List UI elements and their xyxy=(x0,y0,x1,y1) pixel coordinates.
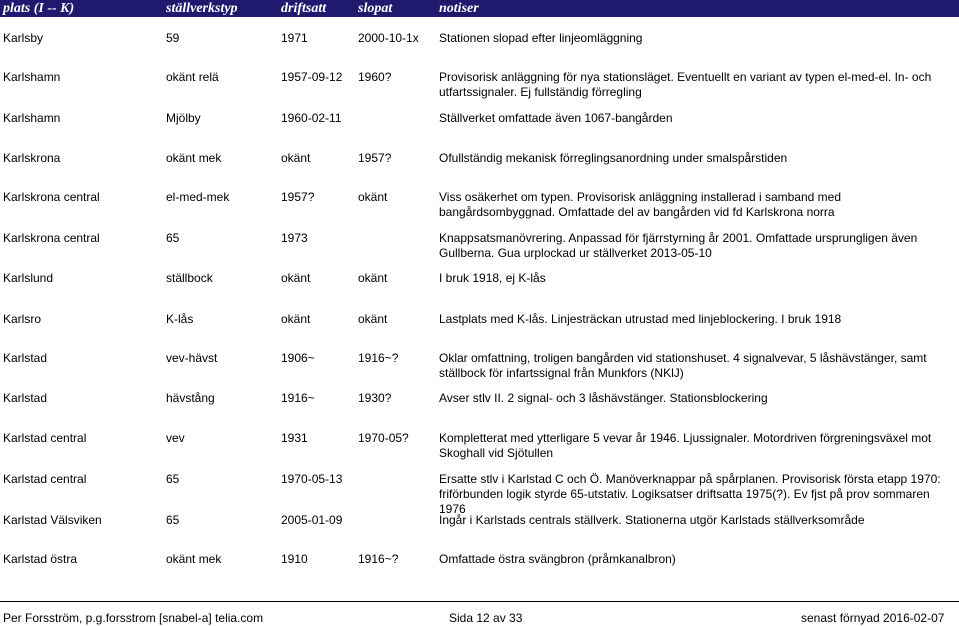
footer-updated-date: senast förnyad 2016-02-07 xyxy=(801,611,945,625)
header-driftsatt: driftsatt xyxy=(281,1,327,16)
interlocking-type-cell: K-lås xyxy=(166,312,194,326)
place-cell: Karlstad östra xyxy=(3,552,78,566)
commissioned-cell: 1973 xyxy=(281,231,308,245)
table-header xyxy=(0,0,959,17)
commissioned-cell: 1957-09-12 xyxy=(281,70,343,84)
decommissioned-cell: okänt xyxy=(358,271,388,285)
interlocking-type-cell: 59 xyxy=(166,31,180,45)
interlocking-type-cell: 65 xyxy=(166,513,180,527)
notes-cell: Viss osäkerhet om typen. Provisorisk anläggning installerad i samband med bangårdsombyggnad. Omfattade del av bangården vid fd Karlskrona norra xyxy=(439,190,841,219)
interlocking-type-cell: okänt relä xyxy=(166,70,219,84)
decommissioned-cell: okänt xyxy=(358,190,388,204)
interlocking-type-cell: 65 xyxy=(166,231,180,245)
place-cell: Karlstad xyxy=(3,351,48,365)
notes-cell: Omfattade östra svängbron (pråmkanalbron) xyxy=(439,552,676,566)
notes-cell: Ingår i Karlstads centrals ställverk. Stationerna utgör Karlstads ställverksområde xyxy=(439,513,865,527)
header-notiser: notiser xyxy=(439,1,479,16)
place-cell: Karlstad central xyxy=(3,431,87,445)
commissioned-cell: 1916~ xyxy=(281,391,315,405)
notes-cell: Avser stlv II. 2 signal- och 3 låshävstänger. Stationsblockering xyxy=(439,391,768,405)
decommissioned-cell: okänt xyxy=(358,312,388,326)
notes-cell: Oklar omfattning, troligen bangården vid stationshuset. 4 signalvevar, 5 låshävstänger, samt ställbock för infartssignal från Munkfors (NKlJ) xyxy=(439,351,927,380)
place-cell: Karlskrona central xyxy=(3,231,100,245)
interlocking-type-cell: vev-hävst xyxy=(166,351,218,365)
decommissioned-cell: 1960? xyxy=(358,70,392,84)
footer-author: Per Forsström, p.g.forsstrom [snabel-a] telia.com xyxy=(3,611,264,625)
place-cell: Karlstad central xyxy=(3,472,87,486)
footer-page-number: Sida 12 av 33 xyxy=(449,611,523,625)
interlocking-type-cell: ställbock xyxy=(166,271,213,285)
decommissioned-cell: 1957? xyxy=(358,151,392,165)
place-cell: Karlsby xyxy=(3,31,44,45)
notes-cell: I bruk 1918, ej K-lås xyxy=(439,271,546,285)
notes-cell: Stationen slopad efter linjeomläggning xyxy=(439,31,643,45)
place-cell: Karlstad xyxy=(3,391,48,405)
place-cell: Karlshamn xyxy=(3,70,61,84)
notes-cell: Ersatte stlv i Karlstad C och Ö. Manöverknappar på spårplanen. Provisorisk första etapp 1970: friförbunden logik styrde 65-utstativ. Logiksatser driftsatta 1975(?). Ev fjst på prov sommaren 1976 xyxy=(439,472,941,516)
decommissioned-cell: 1916~? xyxy=(358,351,399,365)
commissioned-cell: okänt xyxy=(281,312,311,326)
place-cell: Karlshamn xyxy=(3,111,61,125)
commissioned-cell: 1910 xyxy=(281,552,308,566)
commissioned-cell: okänt xyxy=(281,271,311,285)
notes-cell: Kompletterat med ytterligare 5 vevar år 1946. Ljussignaler. Motordriven förgreningsväxel mot Skoghall vid Sjötullen xyxy=(439,431,932,460)
decommissioned-cell: 2000-10-1x xyxy=(358,31,419,45)
notes-cell: Knappsatsmanövrering. Anpassad för fjärrstyrning år 2001. Omfattade ursprungligen även Gullberna. Gua urplockad ur ställverket 2013-05-10 xyxy=(439,231,918,260)
notes-cell: Ställverket omfattade även 1067-bangården xyxy=(439,111,673,125)
place-cell: Karlstad Välsviken xyxy=(3,513,102,527)
header-slopat: slopat xyxy=(358,1,393,16)
notes-cell: Provisorisk anläggning för nya stationsläget. Eventuellt en variant av typen el-med-el. In- och utfartssignaler. Ej fullständig förregling xyxy=(439,70,932,99)
footer-divider xyxy=(0,601,959,602)
header-plats: plats (I -- K) xyxy=(3,1,75,16)
header-stallverkstyp: ställverkstyp xyxy=(166,1,238,16)
commissioned-cell: 1971 xyxy=(281,31,308,45)
place-cell: Karlslund xyxy=(3,271,54,285)
commissioned-cell: okänt xyxy=(281,151,311,165)
commissioned-cell: 2005-01-09 xyxy=(281,513,343,527)
decommissioned-cell: 1916~? xyxy=(358,552,399,566)
interlocking-type-cell: hävstång xyxy=(166,391,215,405)
interlocking-type-cell: okänt mek xyxy=(166,552,222,566)
interlocking-type-cell: 65 xyxy=(166,472,180,486)
place-cell: Karlsro xyxy=(3,312,42,326)
place-cell: Karlskrona central xyxy=(3,190,100,204)
interlocking-type-cell: el-med-mek xyxy=(166,190,230,204)
decommissioned-cell: 1970-05? xyxy=(358,431,409,445)
commissioned-cell: 1970-05-13 xyxy=(281,472,343,486)
notes-cell: Lastplats med K-lås. Linjesträckan utrustad med linjeblockering. I bruk 1918 xyxy=(439,312,842,326)
interlocking-type-cell: vev xyxy=(166,431,185,445)
commissioned-cell: 1906~ xyxy=(281,351,315,365)
decommissioned-cell: 1930? xyxy=(358,391,392,405)
commissioned-cell: 1957? xyxy=(281,190,315,204)
commissioned-cell: 1931 xyxy=(281,431,308,445)
notes-cell: Ofullständig mekanisk förreglingsanordning under smalspårstiden xyxy=(439,151,788,165)
interlocking-type-cell: okänt mek xyxy=(166,151,222,165)
place-cell: Karlskrona xyxy=(3,151,61,165)
commissioned-cell: 1960-02-11 xyxy=(281,111,342,125)
interlocking-type-cell: Mjölby xyxy=(166,111,201,125)
